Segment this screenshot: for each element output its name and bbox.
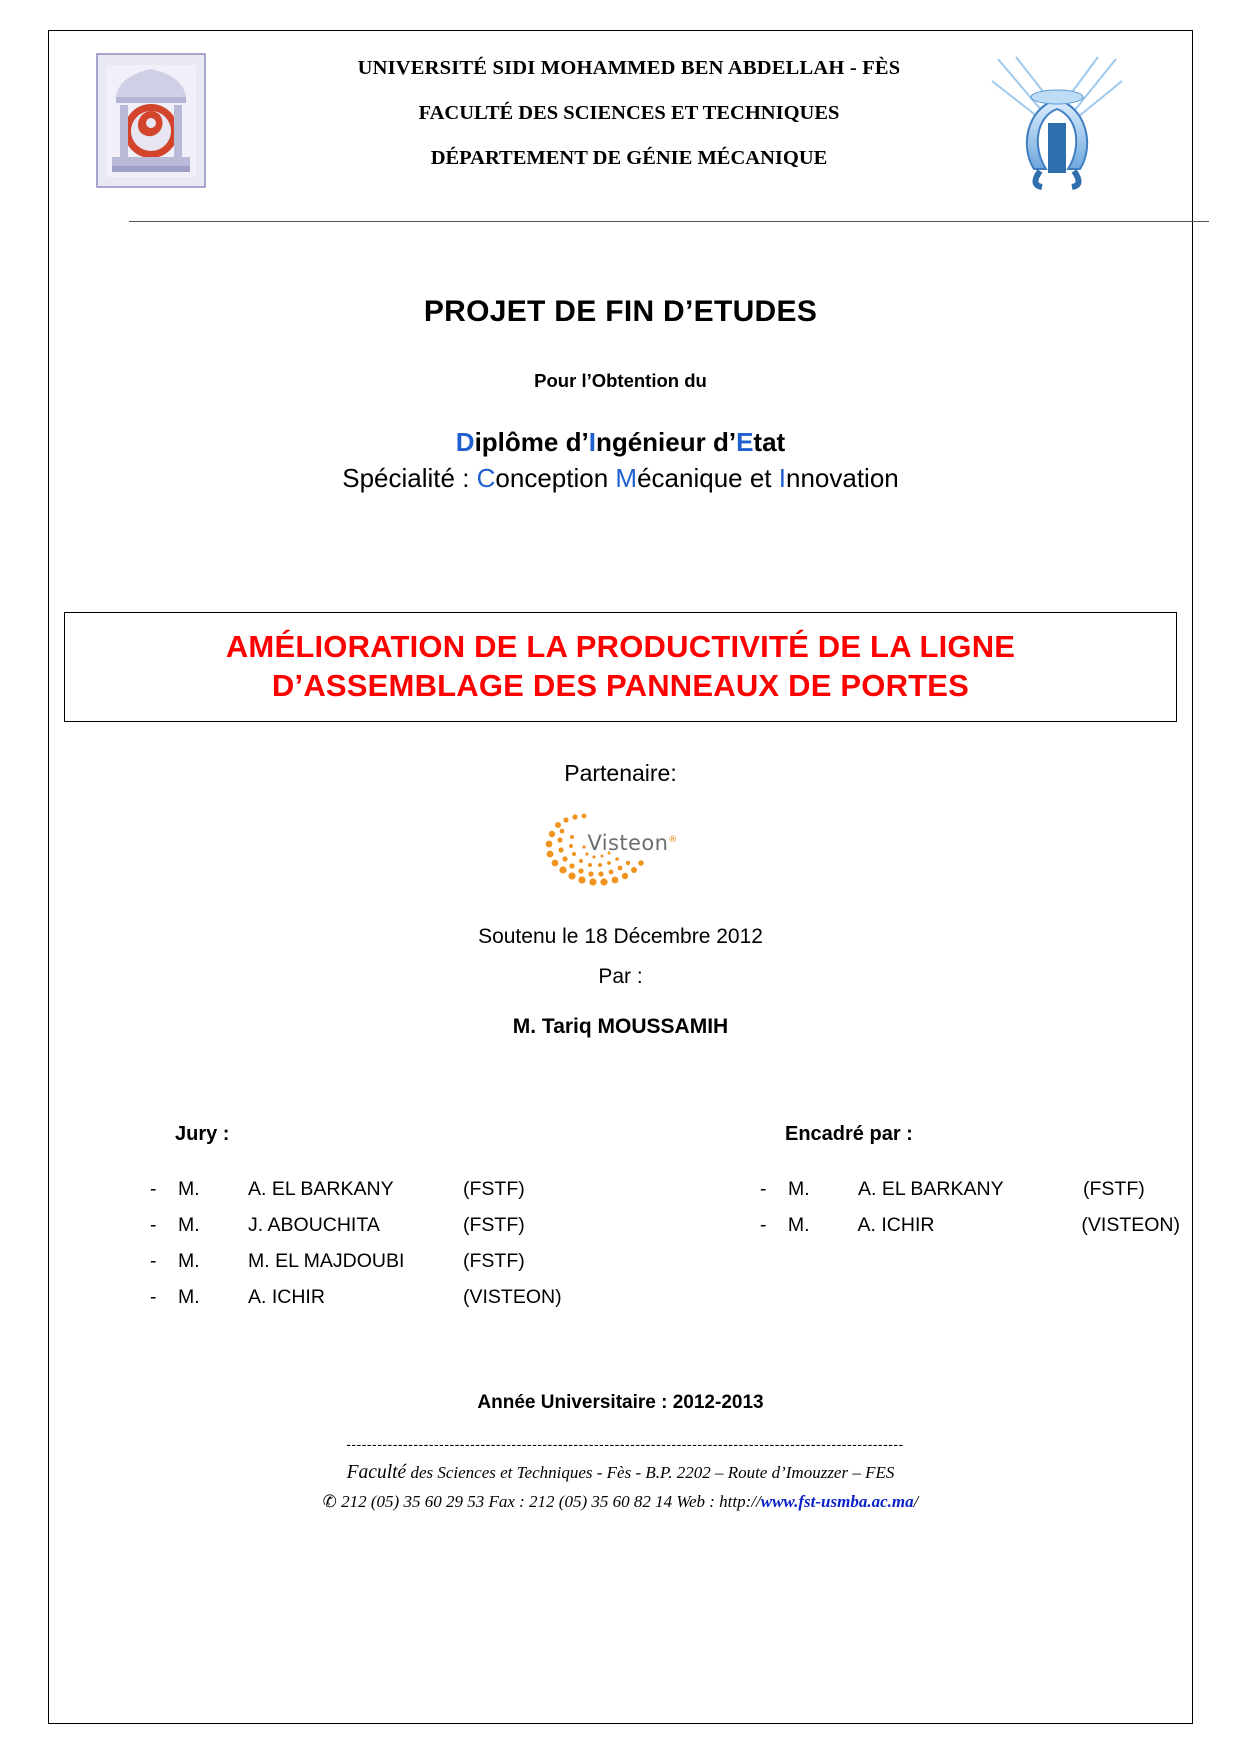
author-name: M. Tariq MOUSSAMIH <box>512 1015 729 1038</box>
header-divider <box>129 221 1209 222</box>
list-item <box>150 1250 620 1286</box>
bullet-dash: - <box>760 1178 767 1200</box>
usmba-seal-logo <box>96 53 206 188</box>
visteon-logo <box>536 807 706 893</box>
speciality-line: Spécialité : Conception Mécanique et Innovation <box>342 463 899 493</box>
for-obtention-label: Pour l’Obtention du <box>534 370 707 391</box>
footer-separator: ------------------------------------------------------------------------------------------------------------ <box>346 1436 904 1452</box>
speciality-prefix: Spécialité : <box>342 463 477 493</box>
member-org: (VISTEON) <box>1081 1214 1180 1236</box>
member-org: (FSTF) <box>463 1250 525 1272</box>
bullet-dash: - <box>150 1214 157 1236</box>
footer-address-rest: des Sciences et Techniques - Fès - B.P. 2202 – Route d’Imouzzer – FES <box>406 1463 895 1482</box>
project-type-title: PROJET DE FIN D’ETUDES <box>423 295 818 328</box>
footer-contact-suffix: / <box>913 1492 919 1511</box>
civility: M. <box>178 1178 200 1200</box>
visteon-wordmark: Visteon® <box>587 831 678 855</box>
thesis-title-line-1: AMÉLIORATION DE LA PRODUCTIVITÉ DE LA LIGNE <box>225 629 1016 665</box>
supervisors-list <box>760 1178 1180 1250</box>
footer-address <box>0 1462 1241 1484</box>
member-name: A. EL BARKANY <box>248 1178 394 1200</box>
list-item <box>150 1214 620 1250</box>
university-line-1: UNIVERSITÉ SIDI MOHAMMED BEN ABDELLAH - FÈS <box>357 57 901 79</box>
footer-contact <box>0 1492 1241 1512</box>
civility: M. <box>788 1178 810 1200</box>
bullet-dash: - <box>150 1250 157 1272</box>
civility: M. <box>178 1214 200 1236</box>
footer-website-link[interactable]: www.fst-usmba.ac.ma <box>760 1492 914 1511</box>
footer-faculty: Faculté <box>346 1462 407 1483</box>
university-line-2: FACULTÉ DES SCIENCES ET TECHNIQUES <box>418 102 840 124</box>
member-org: (FSTF) <box>463 1178 525 1200</box>
supervisors-heading: Encadré par : <box>785 1123 913 1145</box>
list-item <box>150 1178 620 1214</box>
defense-date: Soutenu le 18 Décembre 2012 <box>478 925 763 948</box>
footer-contact-prefix: 212 (05) 35 60 29 53 Fax : 212 (05) 35 60 82 14 Web : http:// <box>336 1492 761 1511</box>
jury-heading: Jury : <box>175 1123 230 1145</box>
list-item <box>760 1214 1180 1250</box>
member-org: (FSTF) <box>463 1214 525 1236</box>
member-org: (FSTF) <box>1083 1178 1145 1200</box>
bullet-dash: - <box>760 1214 767 1236</box>
bullet-dash: - <box>150 1286 157 1308</box>
bullet-dash: - <box>150 1178 157 1200</box>
member-name: A. EL BARKANY <box>858 1178 1004 1200</box>
civility: M. <box>178 1250 200 1272</box>
by-label: Par : <box>598 965 643 988</box>
fst-blue-logo <box>982 51 1132 191</box>
member-name: A. ICHIR <box>248 1286 325 1308</box>
document-header <box>49 31 1192 191</box>
partner-label: Partenaire: <box>564 760 677 786</box>
diploma-title: Diplôme d’Ingénieur d’Etat <box>455 427 786 457</box>
member-name: M. EL MAJDOUBI <box>248 1250 405 1272</box>
university-heading <box>219 57 1039 170</box>
civility: M. <box>178 1286 200 1308</box>
university-line-3: DÉPARTEMENT DE GÉNIE MÉCANIQUE <box>430 147 828 169</box>
partner-logo-wrap <box>0 805 1241 895</box>
phone-icon: ✆ <box>322 1492 337 1512</box>
jury-list <box>150 1178 620 1322</box>
civility: M. <box>787 1214 810 1236</box>
thesis-title-box <box>64 612 1177 722</box>
thesis-title-line-2: D’ASSEMBLAGE DES PANNEAUX DE PORTES <box>271 668 970 703</box>
member-name: A. ICHIR <box>857 1214 935 1236</box>
member-name: J. ABOUCHITA <box>248 1214 380 1236</box>
member-org: (VISTEON) <box>463 1286 562 1308</box>
list-item <box>150 1286 620 1322</box>
academic-year: Année Universitaire : 2012-2013 <box>477 1392 764 1413</box>
list-item <box>760 1178 1180 1214</box>
